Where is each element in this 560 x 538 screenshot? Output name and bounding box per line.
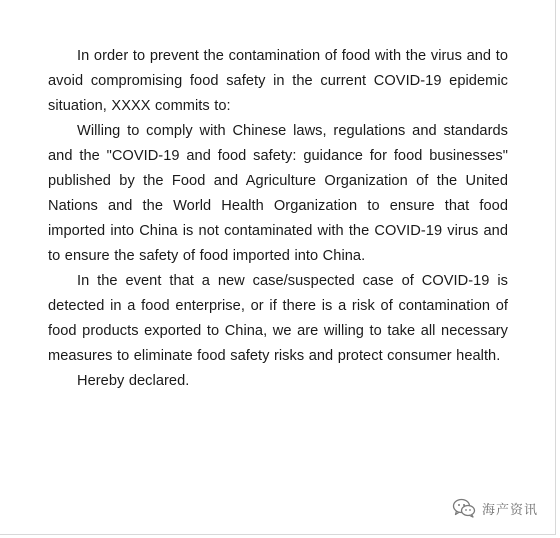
paragraph-declaration: Hereby declared.: [77, 373, 190, 389]
declaration-document: [48, 44, 508, 394]
paragraph-compliance: Willing to comply with Chinese laws, regulations and standards and the "COVID-19 and food safety: guidance for food businesses" published by the Food and Agriculture Organization of the United Nations and the World Health Organization to ensure that food imported into China is not contaminated with the COVID-19 virus and to ensure the safety of food imported into China.: [48, 123, 508, 264]
watermark-text: 海产资讯: [481, 502, 538, 518]
wechat-icon: [452, 498, 476, 518]
watermark: [452, 498, 538, 518]
paragraph-intro: In order to prevent the contamination of food with the virus and to avoid compromising food safety in the current COVID-19 epidemic situation, XXXX commits to:: [48, 48, 508, 114]
paragraph-measures: In the event that a new case/suspected case of COVID-19 is detected in a food enterprise, or if there is a risk of contamination of food products exported to China, we are willing to take all necessary measures to eliminate food safety risks and protect consumer health.: [48, 273, 508, 364]
